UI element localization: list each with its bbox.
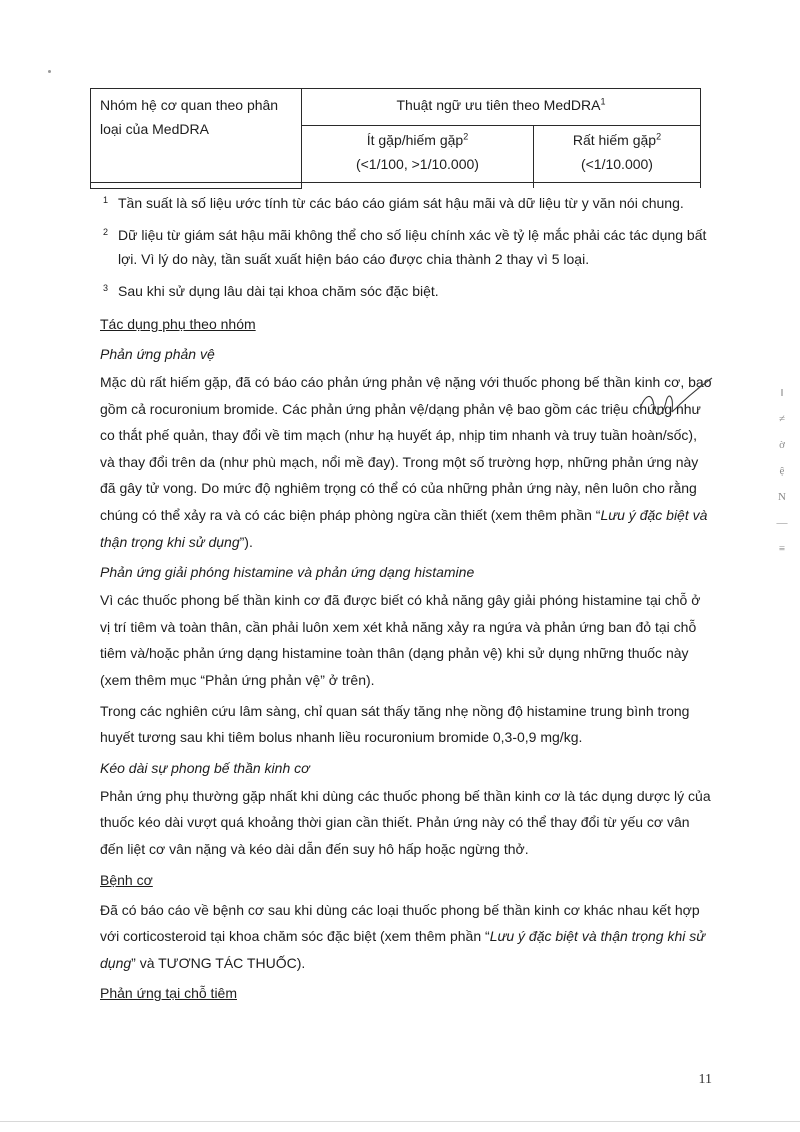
paragraph-prolonged-blockade: Phản ứng phụ thường gặp nhất khi dùng các thuốc phong bế thần kinh cơ là tác dụng dược lý của thuốc kéo dài vượt quá khoảng thời gian cần thiết. Phản ứng này có thể thay đổi từ yếu cơ vân đến liệt cơ vân nặng và kéo dài dẫn đến suy hô hấp hoặc ngừng thở.: [100, 787, 711, 857]
subheading-histamine: Phản ứng giải phóng histamine và phản ứng dạng histamine: [100, 564, 475, 581]
margin-stamp-marks: ‖ ≠ ờ ệ N — ≡: [776, 387, 788, 555]
cross-reference: Lưu ý đặc biệt và thận trọng khi sử dụng: [100, 506, 708, 550]
uncommon-rare-column: Ít gặp/hiếm gặp$^2$ (<1/100, >1/10.000): [302, 126, 534, 189]
meddra-frequency-table: [90, 88, 701, 189]
main-text: [100, 191, 712, 1010]
organ-class-header: Nhóm hệ cơ quan theo phân loại của MedDRA: [91, 89, 302, 189]
scan-speck: [48, 70, 51, 73]
paragraph-myopathy: Đã có báo cáo về bệnh cơ sau khi dùng các loại thuốc phong bế thần kinh cơ khác nhau kết hợp với corticosteroid tại khoa chăm sóc đặc biệt (xem thêm phần “Lưu ý đặc biệt và thận trọng khi sử dụng” và TƯƠNG TÁC THUỐC).: [100, 901, 706, 971]
subheading-anaphylaxis: Phản ứng phản vệ: [100, 346, 215, 362]
cross-reference: Lưu ý đặc biệt và thận trọng khi sử dụng: [100, 928, 706, 971]
paragraph-histamine-1: Vì các thuốc phong bế thần kinh cơ đã được biết có khả năng gây giải phóng histamine tại chỗ ở vị trí tiêm và toàn thân, cần phải luôn xem xét khả năng xảy ra ngứa và phản ứng ban đỏ tại chỗ tiêm và/hoặc phản ứng dạng histamine toàn thân (dạng phản vệ) khi sử dụng những thuốc này (xem thêm mục “Phản ứng phản vệ” ở trên).: [100, 592, 701, 688]
uncommon-rare-range: (<1/100, >1/10.000): [355, 156, 479, 172]
meddra-term-header: Thuật ngữ ưu tiên theo MedDRA$^1$: [302, 89, 701, 126]
paragraph-anaphylaxis: Mặc dù rất hiếm gặp, đã có báo cáo phản ứng phản vệ nặng với thuốc phong bế thần kinh cơ, bao gồm cả rocuronium bromide. Các phản ứng phản vệ/dạng phản vệ bao gồm các triệu chứng như co thắt phế quản, thay đổi về tim mạch (như hạ huyết áp, nhịp tim nhanh và truy tuần hoàn/sốc), và thay đổi trên da (như phù mạch, nổi mề đay). Trong một số trường hợp, những phản ứng này đã gây tử vong. Do mức độ nghiêm trọng có thể có của những phản ứng này, nên luôn cho rằng chúng có thể xảy ra và có các biện pháp phòng ngừa cần thiết (xem thêm phần “Lưu ý đặc biệt và thận trọng khi sử dụng”).: [100, 374, 712, 550]
subheading-injection-site: Phản ứng tại chỗ tiêm: [100, 985, 238, 1002]
section-heading-side-effects: Tác dụng phụ theo nhóm: [100, 316, 256, 332]
footnote-3: 3 Sau khi sử dụng lâu dài tại khoa chăm sóc đặc biệt.: [103, 283, 439, 299]
paragraph-histamine-2: Trong các nghiên cứu lâm sàng, chỉ quan sát thấy tăng nhẹ nồng độ histamine trung bình trong huyết tương sau khi tiêm bolus nhanh liều rocuronium bromide 0,3-0,9 mg/kg.: [100, 702, 690, 746]
subheading-prolonged-blockade: Kéo dài sự phong bế thần kinh cơ: [100, 759, 310, 776]
table-bottom-rule: [90, 182, 701, 183]
page-number: 11: [698, 1072, 712, 1087]
page-edge: [0, 1121, 800, 1122]
footnote-2: 2 Dữ liệu từ giám sát hậu mãi không thể cho số liệu chính xác về tỷ lệ mắc phải các tác dụng bất lợi. Vì lý do này, tần suất xuất hiện báo cáo được chia thành 2 thay vì 5 loại.: [103, 227, 707, 267]
subheading-myopathy: Bệnh cơ: [100, 871, 153, 888]
very-rare-range: (<1/10.000): [580, 156, 653, 172]
very-rare-column: Rất hiếm gặp$^2$ (<1/10.000): [533, 126, 700, 189]
footnote-1: 1 Tần suất là số liệu ước tính từ các báo cáo giám sát hậu mãi và dữ liệu từ y văn nói chung.: [103, 195, 684, 211]
handwritten-signature: [632, 372, 722, 432]
